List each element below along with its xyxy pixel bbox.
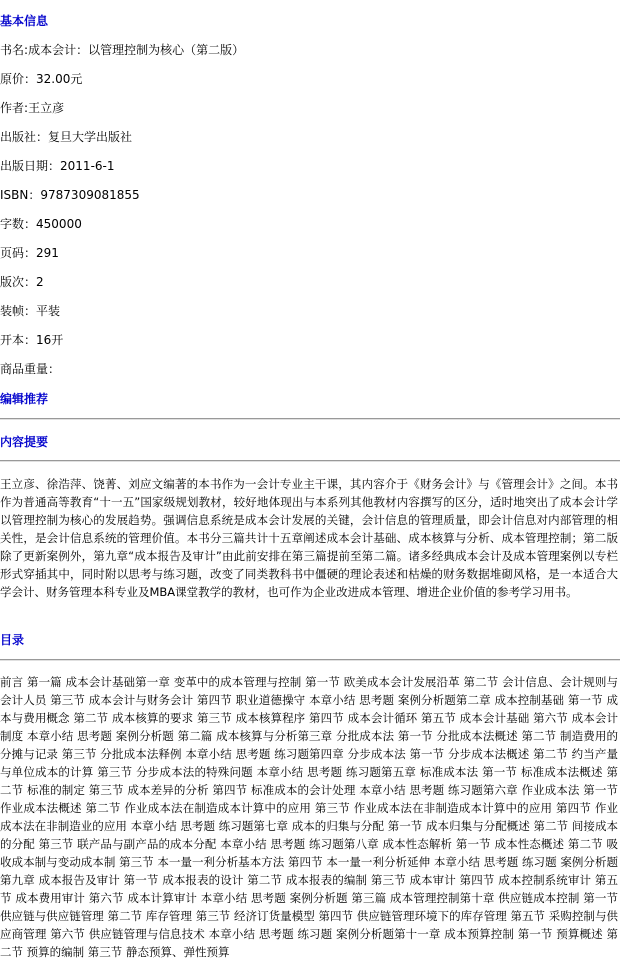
field-price: 原价：32.00元 bbox=[0, 72, 83, 86]
field-label: 书名 bbox=[0, 43, 25, 57]
field-isbn: ISBN：9787309081855 bbox=[0, 188, 140, 202]
field-value: 王立彦 bbox=[28, 101, 65, 115]
field-label: 版次 bbox=[0, 275, 25, 289]
field-value: 16开 bbox=[36, 333, 64, 347]
field-label: 作者 bbox=[0, 101, 25, 115]
summary-heading: 内容提要 bbox=[0, 435, 49, 449]
field-page-count: 页码：291 bbox=[0, 246, 59, 260]
divider bbox=[0, 460, 620, 462]
basic-info-heading: 基本信息 bbox=[0, 14, 49, 28]
field-label: 开本 bbox=[0, 333, 25, 347]
field-author: 作者:王立彦 bbox=[0, 101, 65, 115]
field-value: 成本会计：以管理控制为核心（第二版） bbox=[28, 43, 245, 57]
field-value: 32.00元 bbox=[36, 72, 83, 86]
field-value: 复旦大学出版社 bbox=[48, 130, 133, 144]
field-edition: 版次：2 bbox=[0, 275, 44, 289]
field-value: 291 bbox=[36, 246, 59, 260]
field-label: ISBN bbox=[0, 188, 29, 202]
field-label: 字数 bbox=[0, 217, 25, 231]
field-publish-date: 出版日期：2011-6-1 bbox=[0, 159, 115, 173]
field-label: 页码 bbox=[0, 246, 25, 260]
divider bbox=[0, 418, 620, 420]
field-binding: 装帧：平装 bbox=[0, 304, 61, 318]
field-value: 2011-6-1 bbox=[60, 159, 115, 173]
field-value: 平装 bbox=[36, 304, 61, 318]
toc-text: 前言 第一篇 成本会计基础第一章 变革中的成本管理与控制 第一节 欧美成本会计发展沿革 第二节 会计信息、会计规则与会计人员 第三节 成本会计与财务会计 第四节 职业道德操守 本章小结 思考题 案例分析题第二章 成本控制基础 第一节 成本与费用概念 第二节 成本核算的要求 第三节 成本核算程序 第四节 成本会计循环 第五节 成本会计基础 第六节 成本会计制度 本章小结 思考题 案例分析题 第二篇 成本核算与分析第三章 分批成本法 第一节 分批成本法概述 第二节 制造费用的分摊与记录 第三节 分批成本法释例 本章小结 思考题 练习题第四章 分步成本法 第一节 分步成本法概述 第二节 约当产量与单位成本的计算 第三节 分步成本法的特殊问题 本章小结 思考题 练习题第五章 标准成本法 第一节 标准成本法概述 第二节 标准的制定 第三节 成本差异的分析 第四节 标准成本的会计处理 本章小结 思考题 练习题第六章 作业成本法 第一节 作业成本法概述 第二节 作业成本法在制造成本计算中的应用 第三节 作业成本法在非制造成本计算中的应用 第四节 作业成本法在非制造业的应用 本章小结 思考题 练习题第七章 成本的归集与分配 第一节 成本归集与分配概述 第二节 间接成本的分配 第三节 联产品与副产品的成本分配 本章小结 思考题 练习题第八章 成本性态解析 第一节 成本性态概述 第二节 吸收成本制与变动成本制 第三节 本一量一利分析基本方法 第四节 本一量一利分析延伸 本章小结 思考题 练习题 案例分析题第九章 成本报告及审计 第一节 成本报表的设计 第二节 成本报表的编制 第三节 成本审计 第四节 成本控制系统审计 第五节 成本费用审计 第六节 成本计算审计 本章小结 思考题 案例分析题 第三篇 成本管理控制第十章 供应链成本控制 第一节 供应链与供应链管理 第二节 库存管理 第三节 经济订货量模型 第四节 供应链管理环境下的库存管理 第五节 采购控制与供应商管理 第六节 供应链管理与信息技术 本章小结 思考题 练习题 案例分析题第十一章 成本预算控制 第一节 预算概述 第二节 预算的编制 第三节 静态预算、弹性预算 bbox=[0, 675, 618, 959]
field-value: 450000 bbox=[36, 217, 82, 231]
field-value: 9787309081855 bbox=[40, 188, 140, 202]
divider bbox=[0, 659, 620, 661]
field-label: 商品重量 bbox=[0, 362, 49, 376]
field-publisher: 出版社：复旦大学出版社 bbox=[0, 130, 133, 144]
field-word-count: 字数：450000 bbox=[0, 217, 82, 231]
field-label: 出版社 bbox=[0, 130, 37, 144]
field-format: 开本：16开 bbox=[0, 333, 64, 347]
field-label: 装帧 bbox=[0, 304, 25, 318]
field-book-title: 书名:成本会计：以管理控制为核心（第二版） bbox=[0, 43, 245, 57]
toc-heading: 目录 bbox=[0, 633, 25, 647]
field-value: 2 bbox=[36, 275, 44, 289]
field-weight: 商品重量： bbox=[0, 362, 61, 376]
field-label: 原价 bbox=[0, 72, 25, 86]
summary-text: 王立彦、徐浩萍、饶菁、刘应文编著的本书作为一会计专业主干课，其内容介于《财务会计》与《管理会计》之间。本书作为普通高等教育“十一五”国家级规划教材，较好地体现出与本系列其他教材内容撰写的区分，适时地突出了成本会计学以管理控制为核心的发展趋势。强调信息系统是成本会计发展的关键，会计信息的管理质量，即会计信息对内部管理的相关性，是会计信息系统的管理价值。本书分三篇共计十五章阐述成本会计基础、成本核算与分析、成本管理控制；第二版除了更新案例外，第九章“成本报告及审计”由此前安排在第三篇提前至第二篇。诸多经典成本会计及成本管理案例以专栏形式穿插其中，同时附以思考与练习题，改变了同类教科书中僵硬的理论表述和枯燥的财务数据堆砌风格，是一本适合大学会计、财务管理本科专业及MBA课堂教学的教材，也可作为企业改进成本管理、增进企业价值的参考学习用书。 bbox=[0, 477, 618, 599]
field-label: 出版日期 bbox=[0, 159, 49, 173]
editor-recommend-heading: 编辑推荐 bbox=[0, 392, 49, 406]
